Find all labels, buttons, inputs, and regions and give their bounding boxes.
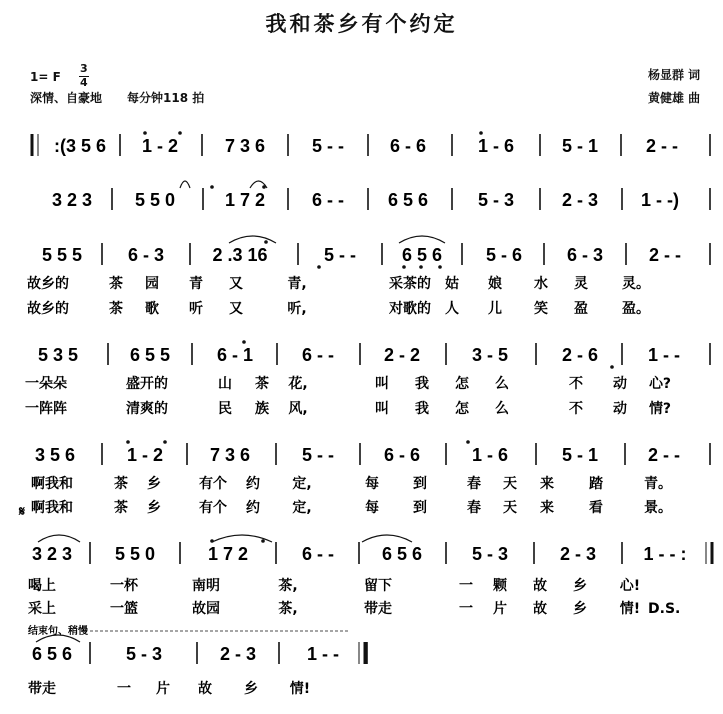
measure-notes: 1 7 2 xyxy=(207,544,249,564)
lyric-word: 不 xyxy=(569,376,583,392)
lyric-word: 每 xyxy=(365,476,379,492)
lyric-word: 天 xyxy=(503,500,517,516)
lyric-word: 一朵朵 xyxy=(25,376,67,392)
time-signature-top: 3 xyxy=(80,62,88,75)
measure-notes: 6 5 6 xyxy=(401,245,443,265)
measure-notes: 3 2 3 xyxy=(31,544,73,564)
measure-notes: 2 - 3 xyxy=(219,644,257,664)
lyric-word: 颗 xyxy=(493,578,507,594)
lyric-word: 怎 xyxy=(455,376,469,392)
measure-notes: 1 - - xyxy=(647,345,681,365)
tempo-marking: 每分钟118 拍 xyxy=(127,91,205,105)
lyric-word: 盈。 xyxy=(622,301,650,317)
lyric-word: 心? xyxy=(648,376,672,392)
measure-notes: 3 5 6 xyxy=(34,445,76,465)
lyric-word: 对歌的 xyxy=(389,301,431,317)
lyric-word: 带走 xyxy=(28,681,56,697)
measure-notes: 6 5 5 xyxy=(129,345,171,365)
lyric-word: 乡 xyxy=(147,476,161,492)
lyric-word: 么 xyxy=(495,401,509,417)
measure-notes: 6 - 6 xyxy=(389,136,427,156)
measure-notes: 5 - 3 xyxy=(477,190,515,210)
lyric-word: 乡 xyxy=(147,500,161,516)
expression-marking: 深情、自豪地 xyxy=(30,91,103,105)
measure-notes: 5 - 3 xyxy=(471,544,509,564)
measure-notes: 6 - 3 xyxy=(566,245,604,265)
slur-mark xyxy=(180,181,190,188)
lyric-word: 笑 xyxy=(534,301,548,317)
measure-notes: 7 3 6 xyxy=(224,136,266,156)
lyric-word: 茶 xyxy=(109,276,123,292)
measure-notes: 5 - - xyxy=(301,445,335,465)
lyric-word: 情? xyxy=(648,401,672,417)
lyric-word: 来 xyxy=(540,476,554,492)
high-octave-dot xyxy=(264,240,268,244)
slur-mark xyxy=(38,535,80,542)
measure-notes: 3 - 5 xyxy=(471,345,509,365)
measure-notes: 1 - -) xyxy=(641,190,679,210)
lyric-word: 叫 xyxy=(375,376,389,392)
measure-notes: 5 5 0 xyxy=(134,190,176,210)
measure-notes: 2 - 3 xyxy=(561,190,599,210)
lyric-word: 一 xyxy=(459,578,473,594)
lyric-word: 姑 xyxy=(445,276,459,292)
time-signature-bottom: 4 xyxy=(80,76,88,89)
slur-mark xyxy=(399,236,445,243)
lyric-word: 到 xyxy=(413,500,427,516)
measure-notes: 5 - - xyxy=(311,136,345,156)
lyric-word: 喝上 xyxy=(28,578,56,594)
measure-notes: 6 - 3 xyxy=(127,245,165,265)
lyric-word: 到 xyxy=(413,476,427,492)
key-signature: 1= F xyxy=(30,70,61,84)
lyric-word: 花, xyxy=(288,376,308,392)
lyric-word: 来 xyxy=(540,500,554,516)
lyric-word: 每 xyxy=(365,500,379,516)
lyric-word: 青, xyxy=(287,276,307,292)
lyric-word: 故园 xyxy=(192,601,220,617)
lyric-word: 怎 xyxy=(455,401,469,417)
measure-notes: 5 - - xyxy=(323,245,357,265)
low-octave-dot xyxy=(438,265,442,269)
lyric-word: 有个 xyxy=(199,500,227,516)
measure-notes: 1 - - xyxy=(306,644,340,664)
lyric-word: 乡 xyxy=(573,578,587,594)
high-octave-dot xyxy=(210,185,214,189)
high-octave-dot xyxy=(163,440,167,444)
lyric-word: 歌 xyxy=(145,301,159,317)
lyric-word: 定, xyxy=(292,476,312,492)
lyric-word: 盈 xyxy=(574,301,588,317)
lyric-word: 茶 xyxy=(255,376,269,392)
lyric-word: 听, xyxy=(287,301,307,317)
lyricist-credit: 杨显群 词 xyxy=(648,68,701,82)
measure-notes: 2 - 2 xyxy=(383,345,421,365)
lyric-word: 春 xyxy=(467,476,481,492)
measure-notes: 5 - 6 xyxy=(485,245,523,265)
lyric-word: 风, xyxy=(288,401,308,417)
lyric-word: 茶 xyxy=(109,301,123,317)
slur-mark xyxy=(229,236,276,243)
measure-notes: 6 - 6 xyxy=(383,445,421,465)
lyric-word: 灵。 xyxy=(622,276,650,292)
low-octave-dot xyxy=(402,265,406,269)
low-octave-dot xyxy=(419,265,423,269)
high-octave-dot xyxy=(178,131,182,135)
lyric-word: 有个 xyxy=(199,476,227,492)
lyric-word: 乡 xyxy=(244,681,258,697)
lyric-word: 故 xyxy=(198,681,212,697)
measure-notes: 6 - - xyxy=(311,190,345,210)
lyric-word: 叫 xyxy=(375,401,389,417)
measure-notes: 6 - 1 xyxy=(216,345,254,365)
lyric-word: 动 xyxy=(613,376,627,392)
high-octave-dot xyxy=(466,440,470,444)
lyric-word: 留下 xyxy=(364,578,392,594)
measure-notes: 5 3 5 xyxy=(37,345,79,365)
lyric-word: 片 xyxy=(493,601,507,617)
measure-notes: 5 5 0 xyxy=(114,544,156,564)
lyric-word: 片 xyxy=(156,681,170,697)
lyric-word: 又 xyxy=(229,301,243,317)
lyric-word: 茶, xyxy=(278,601,298,617)
measure-notes: 2 - - xyxy=(645,136,679,156)
lyric-word: 动 xyxy=(613,401,627,417)
measure-notes: 6 5 6 xyxy=(31,644,73,664)
lyric-word: 一 xyxy=(117,681,131,697)
measure-notes: 1 7 2 xyxy=(224,190,266,210)
measure-notes: 6 5 6 xyxy=(387,190,429,210)
lyric-word: 一篮 xyxy=(110,601,138,617)
measure-notes: 6 5 6 xyxy=(381,544,423,564)
high-octave-dot xyxy=(261,539,265,543)
high-octave-dot xyxy=(242,340,246,344)
lyric-word: 春 xyxy=(467,500,481,516)
high-octave-dot xyxy=(126,440,130,444)
lyric-word: 又 xyxy=(229,276,243,292)
lyric-word: 故 xyxy=(533,601,547,617)
lyric-word: 听 xyxy=(189,301,203,317)
lyric-word: 一阵阵 xyxy=(25,401,67,417)
lyric-word: 一杯 xyxy=(110,578,138,594)
measure-notes: 1 - 6 xyxy=(477,136,515,156)
lyric-word: 故乡的 xyxy=(27,301,69,317)
measure-notes: 2 - - xyxy=(648,245,682,265)
lyric-word: 看 xyxy=(589,500,603,516)
measure-notes: 6 - - xyxy=(301,544,335,564)
low-octave-dot xyxy=(610,365,614,369)
lyric-word: 么 xyxy=(495,376,509,392)
lyric-word: 盛开的 xyxy=(126,376,168,392)
lyric-word: 一 xyxy=(459,601,473,617)
lyric-word: 啊我和 xyxy=(31,476,73,492)
measure-notes: 6 - - xyxy=(301,345,335,365)
segno-mark: 𝄋 xyxy=(18,504,26,520)
lyric-word: 人 xyxy=(445,301,459,317)
lyric-word: 景。 xyxy=(644,500,672,516)
measure-notes: 2 - 6 xyxy=(561,345,599,365)
measure-notes: 1 - 2 xyxy=(141,136,179,156)
lyric-word: 踏 xyxy=(589,476,603,492)
measure-notes: 5 5 5 xyxy=(41,245,83,265)
measure-notes: 2 - - xyxy=(647,445,681,465)
lyric-word: 青。 xyxy=(644,476,672,492)
lyric-word: 带走 xyxy=(364,601,392,617)
lyric-word: 约 xyxy=(246,500,260,516)
lyric-word: 我 xyxy=(415,401,429,417)
lyric-word: 娘 xyxy=(488,276,502,292)
lyric-word: 故乡的 xyxy=(27,276,69,292)
measure-notes: 3 2 3 xyxy=(51,190,93,210)
measure-notes: 5 - 3 xyxy=(125,644,163,664)
lyric-word: 乡 xyxy=(573,601,587,617)
lyric-word: 儿 xyxy=(488,301,502,317)
low-octave-dot xyxy=(317,265,321,269)
measure-notes: 2 - 3 xyxy=(559,544,597,564)
lyric-word: 族 xyxy=(255,401,269,417)
lyric-word: 茶 xyxy=(114,476,128,492)
dal-segno-mark: D.S. xyxy=(648,601,681,617)
measure-notes: 1 - 6 xyxy=(471,445,509,465)
lyric-word: 灵 xyxy=(574,276,588,292)
lyric-word: 茶 xyxy=(114,500,128,516)
slur-mark xyxy=(362,535,412,542)
high-octave-dot xyxy=(479,131,483,135)
lyric-word: 不 xyxy=(569,401,583,417)
high-octave-dot xyxy=(143,131,147,135)
lyric-word: 茶, xyxy=(278,578,298,594)
lyric-word: 我 xyxy=(415,376,429,392)
lyric-word: 情! xyxy=(289,681,311,697)
lyric-word: 南明 xyxy=(192,578,220,594)
lyric-word: 心! xyxy=(619,578,641,594)
lyric-word: 情! xyxy=(619,601,641,617)
lyric-word: 约 xyxy=(246,476,260,492)
lyric-word: 啊我和 xyxy=(31,500,73,516)
lyric-word: 水 xyxy=(534,276,548,292)
lyric-word: 故 xyxy=(533,578,547,594)
measure-notes: 1 - 2 xyxy=(126,445,164,465)
song-title: 我和茶乡有个约定 xyxy=(265,12,458,36)
measure-notes: 2 .3 16 xyxy=(212,245,268,265)
lyric-word: 民 xyxy=(218,401,232,417)
measure-notes: 5 - 1 xyxy=(561,136,599,156)
measure-notes: 1 - - : xyxy=(643,544,687,564)
measure-notes: 5 - 1 xyxy=(561,445,599,465)
measure-notes: 7 3 6 xyxy=(209,445,251,465)
ending-label: 结束句、稍慢 xyxy=(28,626,88,637)
lyric-word: 青 xyxy=(189,276,203,292)
lyric-word: 采茶的 xyxy=(389,276,431,292)
composer-credit: 黄健雄 曲 xyxy=(648,91,701,105)
lyric-word: 山 xyxy=(218,376,232,392)
lyric-word: 采上 xyxy=(28,601,56,617)
lyric-word: 清爽的 xyxy=(126,401,168,417)
measure-notes: :(3 5 6 xyxy=(53,136,107,156)
lyric-word: 定, xyxy=(292,500,312,516)
lyric-word: 园 xyxy=(145,276,159,292)
lyric-word: 天 xyxy=(503,476,517,492)
